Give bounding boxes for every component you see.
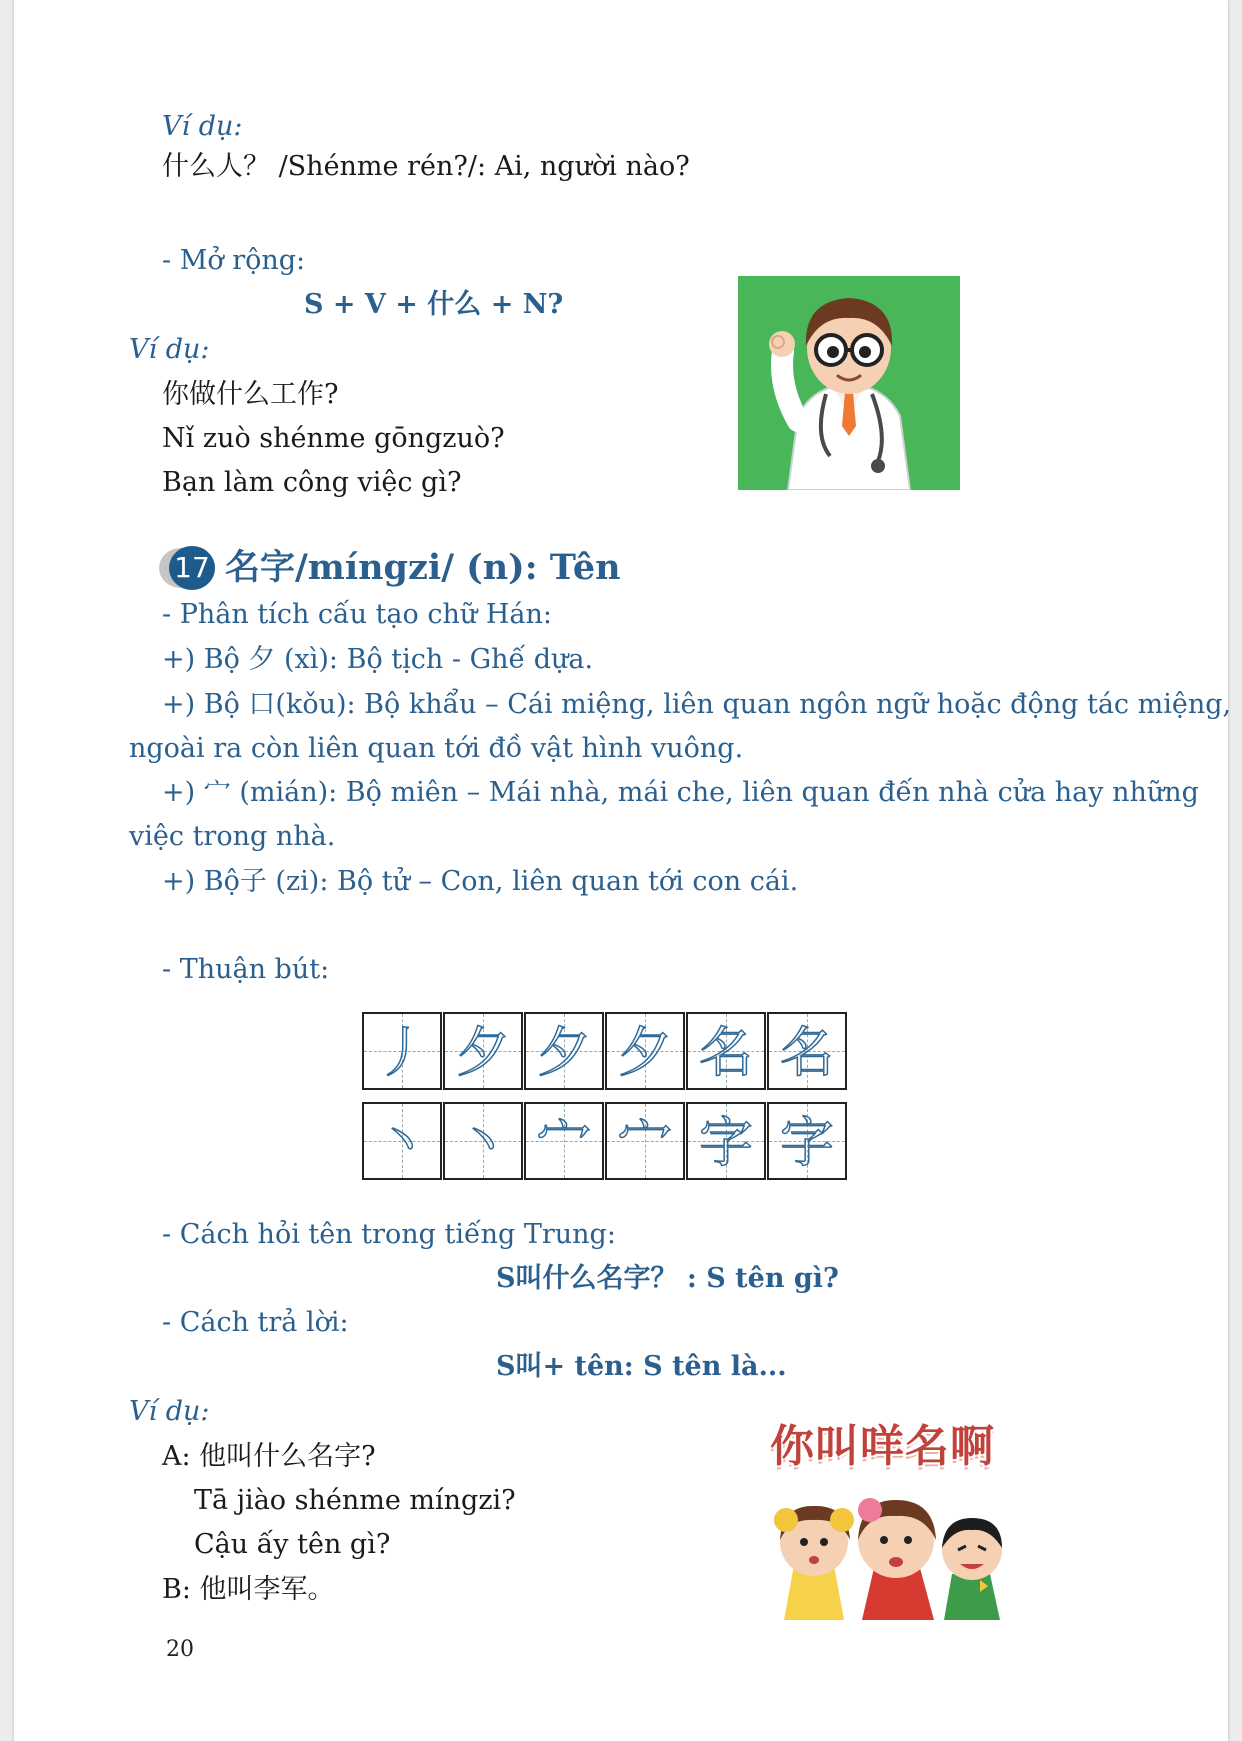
- example-label: Ví dụ:: [129, 1396, 210, 1427]
- page-number: 20: [166, 1637, 194, 1662]
- stroke-glyph: 夕: [537, 1021, 591, 1084]
- dialog-line: B: 他叫李军。: [162, 1574, 335, 1605]
- radical-line: ngoài ra còn liên quan tới đồ vật hình vuông.: [129, 733, 744, 764]
- stroke-glyph: 夕: [618, 1021, 672, 1084]
- sticker-text: 你叫咩名啊: [770, 1421, 995, 1472]
- stroke-cell: [605, 1012, 685, 1090]
- ask-label: - Cách hỏi tên trong tiếng Trung:: [162, 1219, 616, 1250]
- section-number-badge: 17: [159, 546, 219, 590]
- answer-label: - Cách trả lời:: [162, 1307, 349, 1338]
- dialog-line: Cậu ấy tên gì?: [194, 1529, 391, 1560]
- stroke-glyph: 名: [699, 1021, 753, 1084]
- stroke-glyph: 宀: [618, 1111, 672, 1174]
- stroke-glyph: 字: [699, 1111, 753, 1174]
- children-illustration: [744, 1470, 1044, 1620]
- example-pinyin: Nǐ zuò shénme gōngzuò?: [162, 423, 505, 454]
- stroke-glyph: 丶: [375, 1111, 429, 1174]
- stroke-cell: [362, 1012, 442, 1090]
- example-line: 什么人？ /Shénme rén?/: Ai, người nào?: [162, 151, 690, 182]
- stroke-cell: [443, 1102, 523, 1180]
- expand-label: - Mở rộng:: [162, 245, 306, 276]
- radical-line: +) Bộ 口(kǒu): Bộ khẩu – Cái miệng, liên quan ngôn ngữ hoặc động tác miệng,: [162, 689, 1232, 720]
- radical-line: +) Bộ子 (zi): Bộ tử – Con, liên quan tới con cái.: [162, 866, 799, 897]
- stroke-glyph: 丿: [375, 1021, 429, 1084]
- dialog-line: A: 他叫什么名字?: [162, 1441, 376, 1472]
- stroke-cell: [524, 1012, 604, 1090]
- stroke-cell: [605, 1102, 685, 1180]
- stroke-glyph: 丶: [456, 1111, 510, 1174]
- answer-formula: S叫+ tên: S tên là...: [496, 1351, 787, 1382]
- stroke-cell: [362, 1102, 442, 1180]
- stroke-cell: [443, 1012, 523, 1090]
- stroke-order-label: - Thuận bút:: [162, 954, 330, 985]
- stroke-cell: [686, 1102, 766, 1180]
- stroke-glyph: 字: [780, 1111, 834, 1174]
- ask-formula: S叫什么名字？ : S tên gì?: [496, 1263, 839, 1294]
- section-title: 名字/míngzi/ (n): Tên: [225, 547, 621, 588]
- example-label: Ví dụ:: [162, 111, 243, 142]
- example-hanzi: 你做什么工作?: [162, 379, 339, 410]
- dialog-line: Tā jiào shénme míngzi?: [194, 1485, 516, 1516]
- stroke-cell: [686, 1012, 766, 1090]
- stroke-cell: [524, 1102, 604, 1180]
- stroke-glyph: 名: [780, 1021, 834, 1084]
- stroke-glyph: 夕: [456, 1021, 510, 1084]
- section-heading: [159, 546, 621, 590]
- example-label: Ví dụ:: [129, 334, 210, 365]
- document-page: [14, 0, 1232, 1741]
- stroke-glyph: 宀: [537, 1111, 591, 1174]
- formula: S + V + 什么 + N?: [304, 289, 564, 320]
- radical-line: việc trong nhà.: [129, 821, 336, 852]
- radical-line: +) 宀 (mián): Bộ miên – Mái nhà, mái che, liên quan đến nhà cửa hay những: [162, 777, 1199, 808]
- stroke-cell: [767, 1012, 847, 1090]
- doctor-illustration: [738, 276, 960, 490]
- analysis-label: - Phân tích cấu tạo chữ Hán:: [162, 599, 552, 630]
- example-meaning: Bạn làm công việc gì?: [162, 467, 462, 498]
- stroke-cell: [767, 1102, 847, 1180]
- radical-line: +) Bộ 夕 (xì): Bộ tịch - Ghế dựa.: [162, 644, 594, 675]
